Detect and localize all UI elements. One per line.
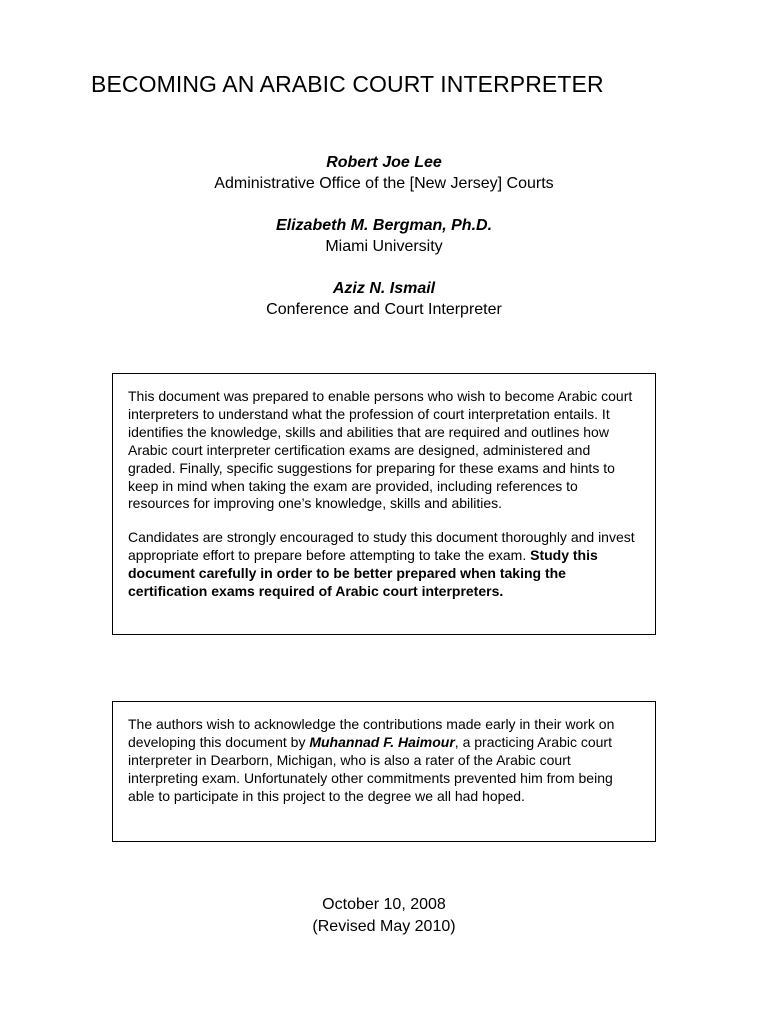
acknowledged-person-name: Muhannad F. Haimour [309,733,455,750]
summary-box [112,373,656,635]
author-robert-joe-lee [0,153,768,195]
acknowledgment-box [112,701,656,842]
author-elizabeth-bergman [0,216,768,258]
document-date: October 10, 2008 [322,896,446,913]
revision-date: (Revised May 2010) [312,918,456,935]
summary-paragraph-1: This document was prepared to enable persons who wish to become Arabic court interpreters to understand what the profession of court interpretation entails. It identifies the knowledge, skills and abilities that are required and outlines how Arabic court interpreter certification exams are designed, administered and graded. Finally, specific suggestions for preparing for these exams and hints to keep in mind when taking the exam are provided, including references to resources for improving one’s knowledge, skills and abilities. [128,388,633,512]
summary-paragraph-2-intro: Candidates are strongly encouraged to study this document thoroughly and invest appropriate effort to prepare before attempting to take the exam. [128,529,635,564]
author-name: Elizabeth M. Bergman, Ph.D. [275,217,493,234]
author-affiliation: Administrative Office of the [New Jersey] Courts [214,175,554,192]
date-block [0,894,768,938]
acknowledgment-text-before: The authors wish to acknowledge the contributions made early in their work on developing this document by [128,716,615,750]
author-aziz-ismail [0,279,768,321]
author-affiliation: Miami University [325,238,443,255]
acknowledgment-paragraph [128,716,640,806]
author-affiliation: Conference and Court Interpreter [266,301,502,318]
acknowledgment-text-after: , a practicing Arabic court interpreter in Dearborn, Michigan, who is also a rater of the Arabic court interpreting exam. Unfortunately other commitments prevented him from being able to participate in this project to the degree we all had hoped. [128,733,613,804]
author-name: Aziz N. Ismail [332,280,436,297]
summary-paragraph-2-emphasis: Study this document carefully in order to be better prepared when taking the certification exams required of Arabic court interpreters. [128,547,598,600]
author-name: Robert Joe Lee [326,154,442,171]
summary-paragraph-2 [128,529,640,601]
document-title: BECOMING AN ARABIC COURT INTERPRETER [91,71,604,97]
